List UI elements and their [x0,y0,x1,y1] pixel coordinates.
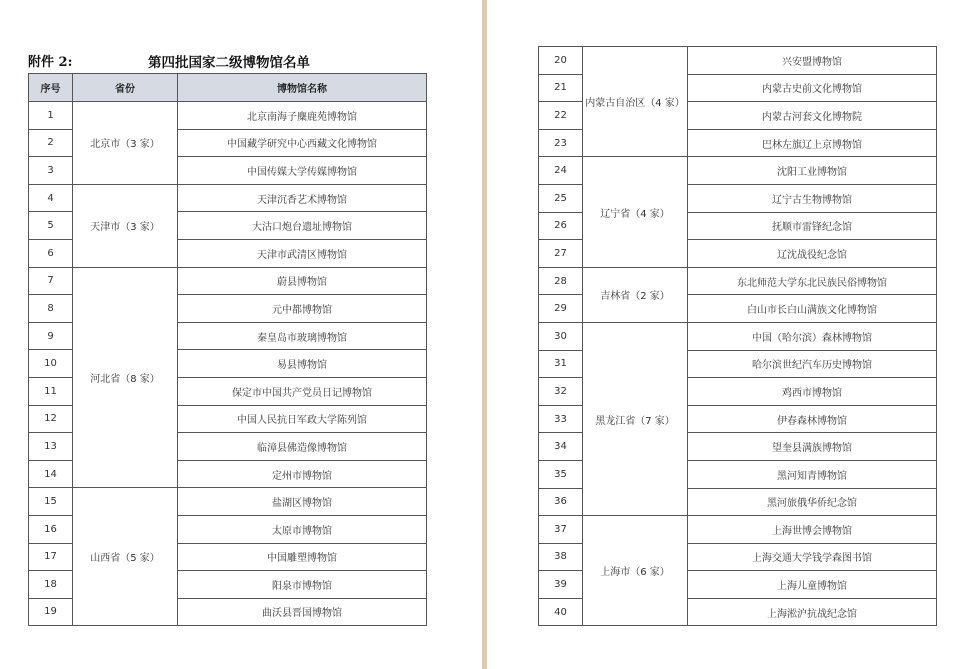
row-number: 36 [539,488,583,516]
museum-name: 上海儿童博物馆 [688,571,937,599]
row-number: 31 [539,350,583,378]
page-heading [28,51,428,71]
row-number: 16 [29,515,73,543]
museum-name: 中国传媒大学传媒博物馆 [178,157,427,185]
museum-name: 易县博物馆 [178,350,427,378]
museum-name: 中国人民抗日军政大学陈列馆 [178,405,427,433]
province-cell: 辽宁省（4 家） [583,157,688,267]
row-number: 15 [29,488,73,516]
museum-name: 保定市中国共产党员日记博物馆 [178,377,427,405]
table-header-row [29,74,427,102]
row-number: 20 [539,47,583,75]
row-number: 9 [29,322,73,350]
museum-name: 东北师范大学东北民族民俗博物馆 [688,267,937,295]
page-divider [482,0,487,669]
province-cell: 黑龙江省（7 家） [583,322,688,515]
row-number: 17 [29,543,73,571]
attachment-label: 附件 2: [28,55,73,70]
museum-name: 白山市长白山满族文化博物馆 [688,295,937,323]
row-number: 30 [539,322,583,350]
museum-name: 沈阳工业博物馆 [688,157,937,185]
row-number: 8 [29,295,73,323]
museum-name: 中国雕塑博物馆 [178,543,427,571]
museum-table-left [28,73,427,626]
row-number: 4 [29,184,73,212]
row-number: 5 [29,212,73,240]
row-number: 1 [29,102,73,130]
row-number: 24 [539,157,583,185]
table-row [29,267,427,295]
province-cell: 山西省（5 家） [73,488,178,626]
museum-name: 秦皇岛市玻璃博物馆 [178,322,427,350]
province-cell: 内蒙古自治区（4 家） [583,47,688,157]
province-cell: 天津市（3 家） [73,184,178,267]
province-cell: 北京市（3 家） [73,102,178,185]
museum-table-right [538,46,937,626]
row-number: 13 [29,433,73,461]
row-number: 28 [539,267,583,295]
museum-name: 内蒙古河套文化博物院 [688,102,937,130]
table-row [539,47,937,75]
table-row [539,516,937,544]
table-row [539,322,937,350]
museum-name: 伊春森林博物馆 [688,405,937,433]
row-number: 25 [539,184,583,212]
row-number: 38 [539,543,583,571]
table-row [539,267,937,295]
row-number: 10 [29,350,73,378]
museum-name: 辽沈战役纪念馆 [688,240,937,268]
museum-name: 天津沉香艺术博物馆 [178,184,427,212]
row-number: 6 [29,239,73,267]
museum-name: 天津市武清区博物馆 [178,239,427,267]
row-number: 27 [539,240,583,268]
museum-name: 大沽口炮台遗址博物馆 [178,212,427,240]
museum-name: 辽宁古生物博物馆 [688,184,937,212]
museum-name: 蔚县博物馆 [178,267,427,295]
page-title: 第四批国家二级博物馆名单 [148,55,310,71]
table-row [29,102,427,130]
museum-name: 临漳县佛造像博物馆 [178,433,427,461]
museum-name: 曲沃县晋国博物馆 [178,598,427,626]
table-row [29,184,427,212]
museum-name: 抚顺市雷锋纪念馆 [688,212,937,240]
row-number: 14 [29,460,73,488]
museum-name: 兴安盟博物馆 [688,47,937,75]
row-number: 19 [29,598,73,626]
row-number: 21 [539,74,583,102]
row-number: 2 [29,129,73,157]
museum-name: 阳泉市博物馆 [178,571,427,599]
museum-name: 中国（哈尔滨）森林博物馆 [688,322,937,350]
museum-name: 定州市博物馆 [178,460,427,488]
row-number: 3 [29,157,73,185]
row-number: 33 [539,405,583,433]
row-number: 40 [539,598,583,626]
museum-name: 黑河知青博物馆 [688,460,937,488]
museum-name: 元中都博物馆 [178,295,427,323]
museum-name: 太原市博物馆 [178,515,427,543]
row-number: 12 [29,405,73,433]
header-number: 序号 [29,74,73,102]
row-number: 23 [539,129,583,157]
museum-name: 中国藏学研究中心西藏文化博物馆 [178,129,427,157]
museum-name: 黑河旅俄华侨纪念馆 [688,488,937,516]
museum-name: 上海交通大学钱学森图书馆 [688,543,937,571]
museum-name: 盐湖区博物馆 [178,488,427,516]
row-number: 18 [29,571,73,599]
table-row [29,488,427,516]
province-cell: 吉林省（2 家） [583,267,688,322]
header-museum-name: 博物馆名称 [178,74,427,102]
row-number: 29 [539,295,583,323]
museum-name: 北京南海子麋鹿苑博物馆 [178,102,427,130]
row-number: 37 [539,516,583,544]
museum-name: 巴林左旗辽上京博物馆 [688,129,937,157]
museum-name: 鸡西市博物馆 [688,378,937,406]
row-number: 26 [539,212,583,240]
museum-name: 上海世博会博物馆 [688,516,937,544]
row-number: 35 [539,460,583,488]
province-cell: 河北省（8 家） [73,267,178,488]
table-row [539,157,937,185]
museum-name: 望奎县满族博物馆 [688,433,937,461]
row-number: 39 [539,571,583,599]
museum-name: 内蒙古史前文化博物馆 [688,74,937,102]
province-cell: 上海市（6 家） [583,516,688,626]
row-number: 22 [539,102,583,130]
row-number: 7 [29,267,73,295]
row-number: 11 [29,377,73,405]
museum-name: 上海淞沪抗战纪念馆 [688,598,937,626]
row-number: 32 [539,378,583,406]
header-province: 省份 [73,74,178,102]
museum-name: 哈尔滨世纪汽车历史博物馆 [688,350,937,378]
row-number: 34 [539,433,583,461]
